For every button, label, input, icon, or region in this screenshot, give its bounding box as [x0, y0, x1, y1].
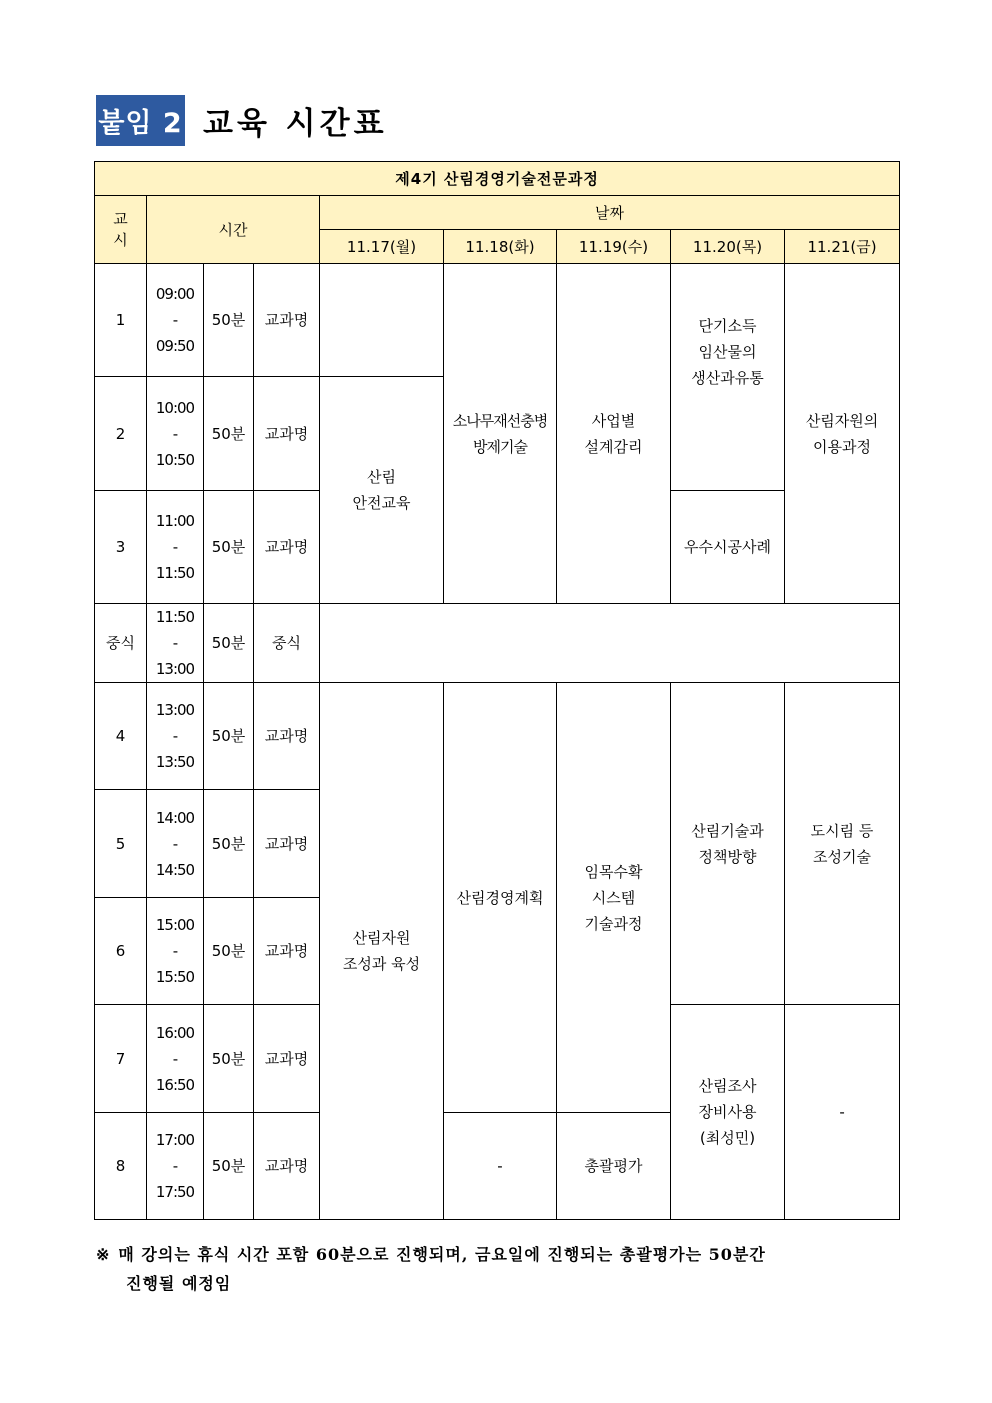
start-time: 13:00: [155, 701, 195, 719]
period-cell: 1: [95, 264, 147, 377]
end-time: 10:50: [155, 450, 195, 469]
table-row: [95, 683, 900, 790]
session-tue-am: 소나무재선충병 방제기술: [444, 264, 557, 604]
duration-cell: 50분: [204, 264, 254, 377]
time-separator: -: [172, 1049, 178, 1068]
date-fri: 11.21(금): [785, 230, 900, 264]
date-mon: 11.17(월): [320, 230, 444, 264]
table-row: [95, 264, 900, 377]
time-separator: -: [172, 538, 178, 556]
time-separator: -: [172, 727, 178, 745]
end-time: 14:50: [155, 860, 195, 879]
start-time: 11:00: [155, 512, 195, 530]
time-range-cell: [147, 790, 204, 898]
session-fri-am: 산림자원의 이용과정: [785, 264, 900, 604]
end-time: 11:50: [155, 564, 195, 582]
subject-cell: 중식: [254, 604, 320, 683]
period-cell: 중식: [95, 604, 147, 683]
session-thu-pm1: 산림기술과 정책방향: [671, 683, 785, 1005]
session-mon-am: 산림 안전교육: [320, 377, 444, 604]
time-range-cell: [147, 264, 204, 377]
session-thu-am1: 단기소득 임산물의 생산과유통: [671, 264, 785, 491]
period-header-label: 교시: [113, 209, 128, 249]
start-time: 15:00: [155, 916, 195, 934]
period-cell: 4: [95, 683, 147, 790]
end-time: 13:00: [155, 660, 195, 678]
period-cell: 8: [95, 1113, 147, 1220]
document-heading: [96, 95, 388, 146]
period-cell: 7: [95, 1005, 147, 1113]
end-time: 09:50: [155, 337, 195, 355]
subject-cell: 교과명: [254, 1005, 320, 1113]
attachment-badge: 붙임 2: [96, 95, 185, 146]
subject-cell: 교과명: [254, 491, 320, 604]
duration-cell: 50분: [204, 1005, 254, 1113]
duration-cell: 50분: [204, 790, 254, 898]
time-header: 시간: [147, 196, 320, 264]
date-header: 날짜: [320, 196, 900, 230]
time-range-cell: [147, 1113, 204, 1220]
end-time: 15:50: [155, 968, 195, 986]
time-separator: -: [172, 311, 178, 329]
time-range-cell: [147, 683, 204, 790]
duration-cell: 50분: [204, 604, 254, 683]
time-separator: -: [172, 424, 178, 443]
date-wed: 11.19(수): [557, 230, 671, 264]
session-wed-pm: 임목수확 시스템 기술과정: [557, 683, 671, 1113]
document-title: 교육 시간표: [203, 106, 388, 142]
session-wed-p8: 총괄평가: [557, 1113, 671, 1220]
time-range-cell: [147, 898, 204, 1005]
footnote-line1: 매 강의는 휴식 시간 포함 60분으로 진행되며, 금요일에 진행되는 총괄평가는 50분간: [118, 1245, 766, 1264]
duration-cell: 50분: [204, 898, 254, 1005]
start-time: 17:00: [155, 1131, 195, 1149]
period-cell: 2: [95, 377, 147, 491]
start-time: 14:00: [155, 808, 195, 827]
reference-mark: ※: [96, 1245, 111, 1264]
period-header: [95, 196, 147, 264]
session-mon-pm: 산림자원 조성과 육성: [320, 683, 444, 1220]
duration-cell: 50분: [204, 377, 254, 491]
time-separator: -: [172, 634, 178, 652]
footnote: [96, 1240, 901, 1298]
subject-cell: 교과명: [254, 898, 320, 1005]
time-range-cell: [147, 1005, 204, 1113]
session-fri-pm2: -: [785, 1005, 900, 1220]
period-cell: 5: [95, 790, 147, 898]
session-tue-p8: -: [444, 1113, 557, 1220]
schedule-table: [94, 161, 900, 1220]
footnote-line2: 진행될 예정임: [126, 1274, 232, 1293]
start-time: 09:00: [155, 285, 195, 303]
time-separator: -: [172, 942, 178, 960]
end-time: 16:50: [155, 1075, 195, 1094]
subject-cell: 교과명: [254, 1113, 320, 1220]
session-thu-am2: 우수시공사례: [671, 491, 785, 604]
time-range-cell: [147, 491, 204, 604]
date-thu: 11.20(목): [671, 230, 785, 264]
time-range-cell: [147, 604, 204, 683]
duration-cell: 50분: [204, 491, 254, 604]
start-time: 16:00: [155, 1023, 195, 1042]
session-mon-p1-empty: [320, 264, 444, 377]
period-cell: 6: [95, 898, 147, 1005]
start-time: 11:50: [155, 608, 195, 626]
end-time: 17:50: [155, 1183, 195, 1201]
subject-cell: 교과명: [254, 683, 320, 790]
duration-cell: 50분: [204, 1113, 254, 1220]
session-tue-pm: 산림경영계획: [444, 683, 557, 1113]
time-range-cell: [147, 377, 204, 491]
end-time: 13:50: [155, 753, 195, 771]
duration-cell: 50분: [204, 683, 254, 790]
subject-cell: 교과명: [254, 264, 320, 377]
subject-cell: 교과명: [254, 377, 320, 491]
session-thu-pm2: 산림조사 장비사용 (최성민): [671, 1005, 785, 1220]
session-wed-am: 사업별 설계감리: [557, 264, 671, 604]
period-cell: 3: [95, 491, 147, 604]
session-fri-pm1: 도시림 등 조성기술: [785, 683, 900, 1005]
table-row: [95, 604, 900, 683]
subject-cell: 교과명: [254, 790, 320, 898]
date-tue: 11.18(화): [444, 230, 557, 264]
course-title: 제4기 산림경영기술전문과정: [95, 162, 900, 196]
lunch-span-empty: [320, 604, 900, 683]
start-time: 10:00: [155, 398, 195, 417]
time-separator: -: [172, 834, 178, 853]
time-separator: -: [172, 1157, 178, 1175]
